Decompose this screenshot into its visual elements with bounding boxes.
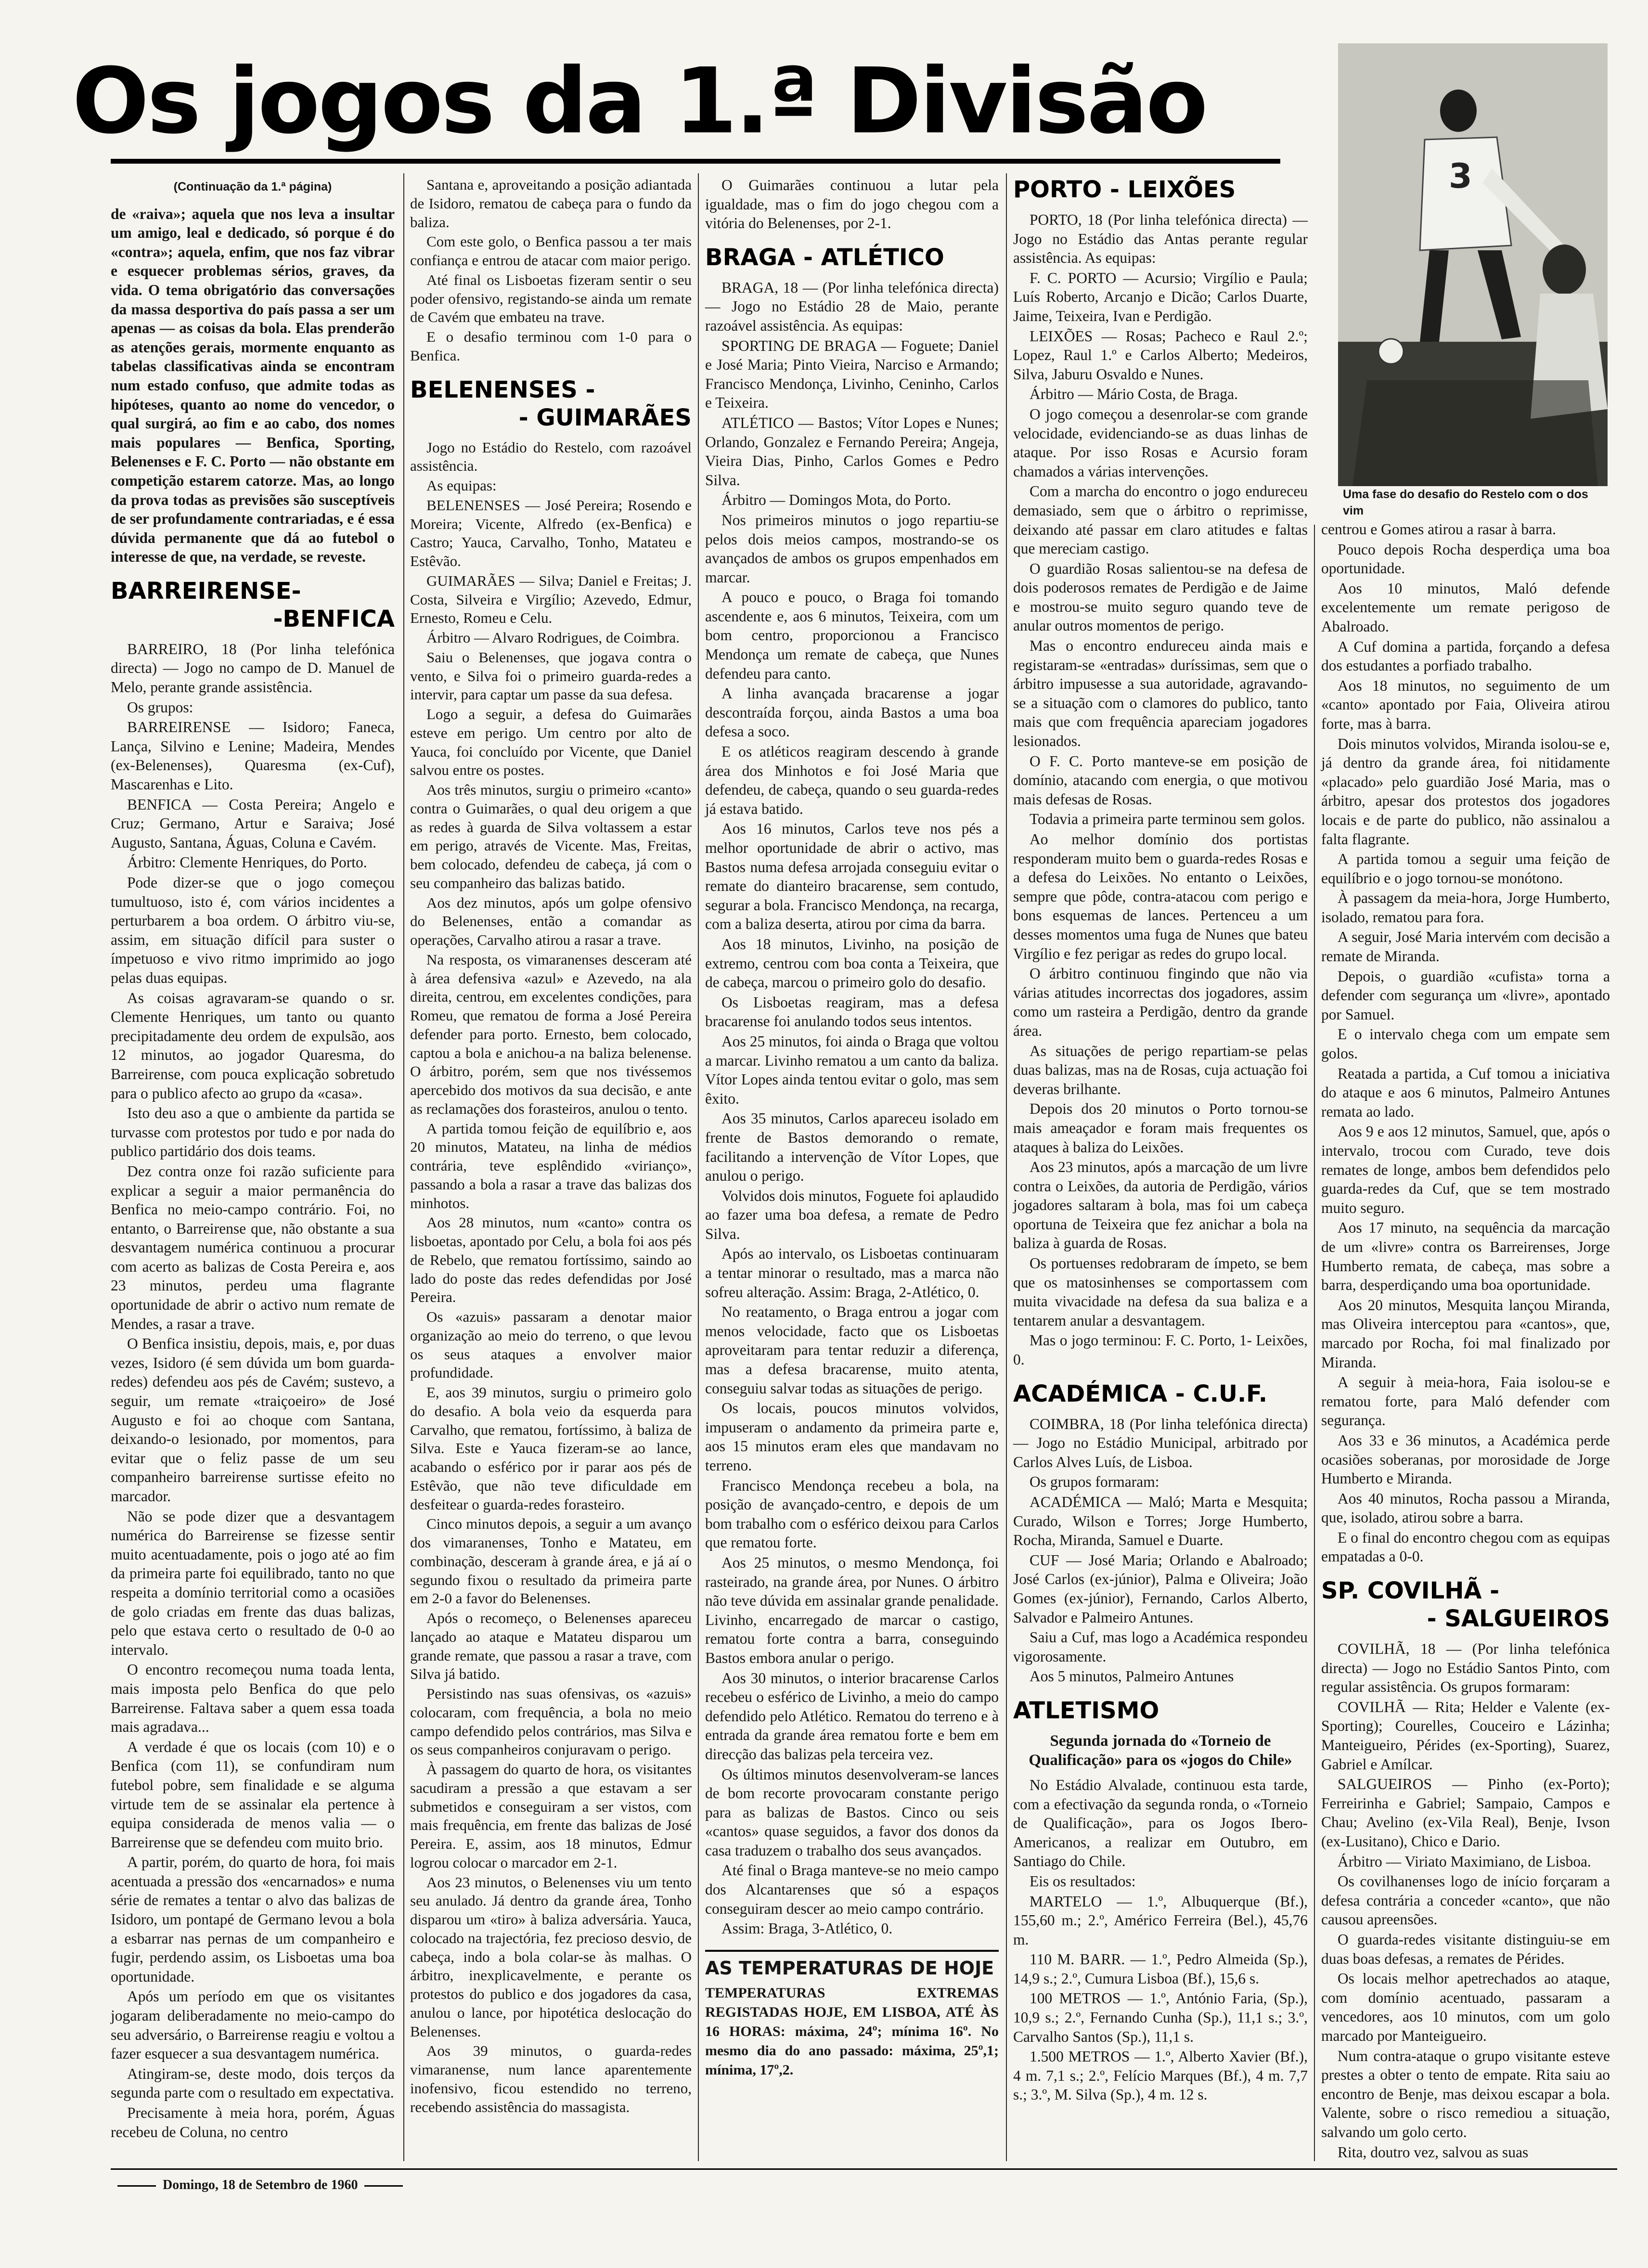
- svg-text:3: 3: [1449, 156, 1472, 196]
- headline-line: BELENENSES -: [410, 376, 595, 403]
- paragraph: E o intervalo chega com um empate sem golos.: [1321, 1026, 1610, 1062]
- column-3: [705, 176, 999, 2080]
- paragraph: O F. C. Porto manteve-se em posição de domínio, atacando com energia, o que motivou mais defesas de Rosas.: [1013, 752, 1308, 808]
- paragraph: Os grupos formaram:: [1030, 1473, 1159, 1491]
- paragraph: A seguir, José Maria intervém com decisão a remate de Miranda.: [1321, 928, 1610, 965]
- paragraph: Todavia a primeira parte terminou sem golos.: [1030, 811, 1305, 828]
- paragraph: Os «azuis» passaram a denotar maior organização ao meio do terreno, o que levou os seus ataques a envolver maior profundidade.: [410, 1308, 692, 1381]
- paragraph: Árbitro: Clemente Henriques, do Porto.: [127, 854, 367, 871]
- paragraph: Mas o encontro endureceu ainda mais e registaram-se «entradas» duríssimas, sem que o árbitro impusesse a sua autoridade, agravando-se a situação com o clamores do publico, tanto mais que com frequência apareciam jogadores lesionados.: [1013, 637, 1308, 750]
- paragraph: A verdade é que os locais (com 10) e o Benfica (com 11), se confundiram num futebol pobre, sem finalidade e se alguma virtude tem de se assinalar ela pertence à equipa considerada de menos valia — o Barreirense que se defendeu com muito brio.: [111, 1738, 395, 1851]
- footer-date: Domingo, 18 de Setembro de 1960: [163, 2178, 358, 2192]
- paragraph: A partida tomou a seguir uma feição de equilíbrio e o jogo tornou-se monótono.: [1321, 850, 1610, 887]
- headline-braga-atletico: BRAGA - ATLÉTICO: [705, 244, 944, 271]
- paragraph: Aos 18 minutos, Livinho, na posição de extremo, centrou com boa conta a Teixeira, que de cabeça, marcou o primeiro golo do desafio.: [705, 935, 999, 991]
- paragraph: BELENENSES — José Pereira; Rosendo e Moreira; Vicente, Alfredo (ex-Benfica) e Castro; Yauca, Carvalho, Tonho, Matateu e Estêvão.: [410, 496, 692, 569]
- photo-caption: Uma fase do desafio do Restelo com o dos vim: [1343, 488, 1588, 517]
- footer-rule: [111, 2168, 1617, 2170]
- paragraph: COVILHÃ — Rita; Helder e Valente (ex-Sporting); Courelles, Couceiro e Lázinha; Manteigueiro, Pérides (ex-Sporting), Suarez, Gabriel e Amílcar.: [1321, 1698, 1610, 1773]
- paragraph: A partida tomou feição de equilíbrio e, aos 20 minutos, Matateu, na linha de médios contrária, teve esplêndido «virianço», passando a bola a rasar a trave das balizas dos minhotos.: [410, 1120, 692, 1211]
- headline-line: -BENFICA: [273, 605, 395, 632]
- paragraph: O guarda-redes visitante distinguiu-se em duas boas defesas, a remates de Pérides.: [1321, 1931, 1610, 1967]
- paragraph: Árbitro — Alvaro Rodrigues, de Coimbra.: [426, 629, 680, 646]
- paragraph: Árbitro — Viriato Maximiano, de Lisboa.: [1338, 1853, 1591, 1870]
- football-players-image: [1338, 43, 1608, 486]
- paragraph: GUIMARÃES — Silva; Daniel e Freitas; J. Costa, Silveira e Virgílio; Azevedo, Edmur, Ernesto, Romeu e Celu.: [410, 572, 692, 627]
- paragraph: Rita, doutro vez, salvou as suas: [1338, 2143, 1529, 2161]
- paragraph: O jogo começou a desenrolar-se com grande velocidade, evidenciando-se as duas linhas de ataque. Por isso Rosas e Acursio foram chamados a várias intervenções.: [1013, 405, 1308, 480]
- paragraph: Aos 16 minutos, Carlos teve nos pés a melhor oportunidade de abrir o activo, mas Bastos numa defesa arrojada conseguiu evitar o remate do dianteiro bracarense, sem contudo, segurar a bola. Francisco Mendonça, na recarga, com a baliza deserta, atirou por cima da barra.: [705, 820, 999, 933]
- paragraph: centrou e Gomes atirou a rasar à barra.: [1321, 521, 1557, 538]
- column-divider: [1006, 173, 1007, 2161]
- paragraph: Pouco depois Rocha desperdiça uma boa oportunidade.: [1321, 541, 1610, 577]
- paragraph: Os últimos minutos desenvolveram-se lances de bom recorte provocaram constante perigo para as balizas de Bastos. Cinco ou seis «cantos» quase seguidos, a favor dos donos da casa traduzem o trabalho dos seus avançados.: [705, 1765, 999, 1859]
- paragraph: Aos 33 e 36 minutos, a Académica perde ocasiões soberanas, por morosidade de Jorge Humberto e Miranda.: [1321, 1431, 1610, 1487]
- paragraph: Aos 23 minutos, após a marcação de um livre contra o Leixões, da autoria de Perdigão, vários jogadores saltaram à bola, mas foi um cabeça oportuna de Teixeira que fez anichar a bola na baliza à guarda de Rosas.: [1013, 1159, 1308, 1252]
- column-divider: [403, 173, 404, 2161]
- paragraph: BARREIRENSE — Isidoro; Faneca, Lança, Silvino e Lenine; Madeira, Mendes (ex-Belenenses), Quaresma (ex-Cuf), Mascarenhas e Lito.: [111, 719, 395, 793]
- paragraph: Aos 5 minutos, Palmeiro Antunes: [1030, 1668, 1234, 1685]
- page-footer: [111, 2176, 462, 2195]
- paragraph: As situações de perigo repartiam-se pelas duas balizas, mas na de Rosas, cuja actuação foi deveras brilhante.: [1013, 1042, 1308, 1097]
- column-4: [1013, 176, 1308, 2105]
- paragraph: Atingiram-se, deste modo, dois terços da segunda parte com o resultado em expectativa.: [111, 2065, 395, 2101]
- paragraph: Árbitro — Domingos Mota, do Porto.: [721, 491, 951, 509]
- paragraph: A Cuf domina a partida, forçando a defesa dos estudantes a porfiado trabalho.: [1321, 638, 1610, 674]
- paragraph: No Estádio Alvalade, continuou esta tarde, com a efectivação da segunda ronda, o «Torneio de Qualificação», para os Jogos Ibero-Americanos, a realizar em Outubro, em Santiago do Chile.: [1013, 1776, 1308, 1870]
- paragraph: Os locais melhor apetrechados ao ataque, com domínio acentuado, passaram a vencedores, aos 10 minutos, com um golo marcado por Manteigueiro.: [1321, 1970, 1610, 2044]
- paragraph: Mas o jogo terminou: F. C. Porto, 1- Leixões, 0.: [1013, 1332, 1308, 1368]
- column-divider: [698, 173, 699, 2161]
- paragraph: ATLÉTICO — Bastos; Vítor Lopes e Nunes; Orlando, Gonzalez e Fernando Pereira; Angeja, Vieira Dias, Pinho, Carlos Gomes e Pedro Silva.: [705, 414, 999, 489]
- paragraph: Os locais, poucos minutos volvidos, impuseram o andamento da primeira parte e, aos 15 minutos eram eles que mandavam no terreno.: [705, 1400, 999, 1474]
- paragraph: O encontro recomeçou numa toada lenta, mais imposta pelo Benfica do que pelo Barreirense. Faltava saber a quem essa toada mais agradava...: [111, 1661, 395, 1736]
- title-rule: [111, 159, 1280, 164]
- paragraph: Não se pode dizer que a desvantagem numérica do Barreirense se fizesse sentir muito acentuadamente, pois o jogo até ao fim da primeira parte foi equilibrado, tanto no que respeita a domínio territorial como a ocasiões de golo criadas em frente das duas balizas, pelo que estava certo o resultado de 0-0 ao intervalo.: [111, 1508, 395, 1658]
- paragraph: F. C. PORTO — Acursio; Virgílio e Paula; Luís Roberto, Arcanjo e Dicão; Carlos Duarte, Jaime, Teixeira, Ivan e Perdigão.: [1013, 269, 1308, 324]
- paragraph: Aos dez minutos, após um golpe ofensivo do Belenenses, então a comandar as operações, Carvalho atirou a rasar a trave.: [410, 894, 692, 948]
- paragraph: O Benfica insistiu, depois, mais, e, por duas vezes, Isidoro (é sem dúvida um bom guarda-redes) defendeu aos pés de Cavém; sustevo, a seguir, um remate «traiçoeiro» de José Augusto e foi ao choque com Santana, deixando-o lesionado, por momentos, para evitar que o feliz passe de um seu companheiro barreirense surtisse efeito no marcador.: [111, 1335, 395, 1505]
- paragraph: Ao melhor domínio dos portistas responderam muito bem o guarda-redes Rosas e a defesa do Leixões. No entanto o Leixões, sempre que pôde, contra-atacou com perigo e bons esquemas de lances. Pertenceu a um desses momentos uma fuga de Nunes que bateu Virgílio e fez perigar as redes do grupo local.: [1013, 831, 1308, 962]
- continuation-note: (Continuação da 1.ª página): [173, 180, 332, 193]
- paragraph: Precisamente à meia hora, porém, Águas recebeu de Coluna, no centro: [111, 2104, 395, 2140]
- headline-line: - SALGUEIROS: [1427, 1605, 1610, 1633]
- paragraph: Aos 23 minutos, o Belenenses viu um tento seu anulado. Já dentro da grande área, Tonho disparou um «tiro» à baliza adversária. Yauca, colocado na trajectória, fez precioso desvio, de cabeça, indo a bola colar-se às malhas. O árbitro, inexplicavelmente, e perante os protestos do publico e dos jogadores da casa, anulou o lance, por hipotética deslocação do Belenenses.: [410, 1873, 692, 2040]
- headline-line: SP. COVILHÃ -: [1321, 1577, 1500, 1605]
- paragraph: Aos 20 minutos, Mesquita lançou Miranda, mas Oliveira interceptou para «cantos», que, marcado por Rocha, foi mal finalizado por Miranda.: [1321, 1296, 1610, 1371]
- paragraph: SPORTING DE BRAGA — Foguete; Daniel e José Maria; Pinto Vieira, Narciso e Armando; Francisco Mendonça, Livinho, Ceninho, Carlos e Teixeira.: [705, 337, 999, 412]
- paragraph: A linha avançada bracarense a jogar descontraída forçou, ainda Bastos a uma boa defesa a soco.: [705, 685, 999, 740]
- paragraph: A partir, porém, do quarto de hora, foi mais acentuada a pressão dos «encarnados» e numa série de remates a tentar o alvo das balizas de Isidoro, um pontapé de Germano levou a bola a esbarrar nas pernas de um companheiro e fugir, perdendo assim, os Lisboetas uma boa oportunidade.: [111, 1854, 395, 1985]
- paragraph: BARREIRO, 18 (Por linha telefónica directa) — Jogo no campo de D. Manuel de Melo, perante grande assistência.: [111, 640, 395, 696]
- paragraph: Saiu o Belenenses, que jogava contra o vento, e Silva foi o primeiro guarda-redes a intervir, para captar um passe da sua defesa.: [410, 648, 692, 703]
- paragraph: Os Lisboetas reagiram, mas a defesa bracarense foi anulando todos seus intentos.: [705, 993, 999, 1030]
- paragraph: Após um período em que os visitantes jogaram deliberadamente no meio-campo do seu adversário, o Barreirense reagiu e voltou a fazer esquecer a sua desvantagem numérica.: [111, 1988, 395, 2062]
- paragraph: À passagem do quarto de hora, os visitantes sacudiram a pressão a que estavam a ser submetidos e conseguiram a ser vistos, com mais frequência, em frente das balizas de José Pereira. E, assim, aos 18 minutos, Edmur logrou colocar o marcador em 2-1.: [410, 1761, 692, 1871]
- temperatures-heading: AS TEMPERATURAS DE HOJE: [705, 1950, 999, 1980]
- column-2: [410, 176, 692, 2117]
- paragraph: Logo a seguir, a defesa do Guimarães esteve em perigo. Um centro por alto de Yauca, foi concluído por Vicente, que Daniel salvou entre os postes.: [410, 706, 692, 779]
- headline-belenenses-guimaraes: [410, 376, 692, 432]
- paragraph: As equipas:: [426, 477, 497, 494]
- paragraph: Com este golo, o Benfica passou a ter mais confiança e entrou de atacar com maior perigo.: [410, 233, 692, 269]
- paragraph: ACADÉMICA — Maló; Marta e Mesquita; Curado, Wilson e Torres; Jorge Humberto, Rocha, Miranda, Samuel e Duarte.: [1013, 1494, 1308, 1549]
- paragraph: Aos 10 minutos, Maló defende excelentemente um remate perigoso de Abalroado.: [1321, 580, 1610, 635]
- paragraph: Saiu a Cuf, mas logo a Académica respondeu vigorosamente.: [1013, 1629, 1308, 1665]
- paragraph: Aos 40 minutos, Rocha passou a Miranda, que, isolado, atirou sobre a barra.: [1321, 1490, 1610, 1526]
- paragraph: À passagem da meia-hora, Jorge Humberto, isolado, rematou para fora.: [1321, 889, 1610, 926]
- paragraph: 110 M. BARR. — 1.º, Pedro Almeida (Sp.), 14,9 s.; 2.º, Cumura Lisboa (Bf.), 15,6 s.: [1013, 1951, 1308, 1987]
- paragraph: Assim: Braga, 3-Atlético, 0.: [721, 1920, 893, 1937]
- paragraph: Aos 25 minutos, o mesmo Mendonça, foi rasteirado, na grande área, por Nunes. O árbitro não teve dúvida em assinalar grande penalidade. Livinho, encarregado de marcar o castigo, rematou forte contra a barra, conseguindo Bastos embora anular o perigo.: [705, 1554, 999, 1666]
- paragraph: Nos primeiros minutos o jogo repartiu-se pelos dois meios campos, mostrando-se os avançados de ambos os grupos empenhados em marcar.: [705, 511, 999, 586]
- paragraph: Após ao intervalo, os Lisboetas continuaram a tentar minorar o resultado, mas a marca não sofreu alteração. Assim: Braga, 2-Atlético, 0.: [705, 1245, 999, 1301]
- column-1: [111, 176, 395, 2142]
- paragraph: Aos 39 minutos, o guarda-redes vimaranense, num lance aparentemente inofensivo, ficou estendido no terreno, recebendo assistência do massagista.: [410, 2042, 692, 2115]
- paragraph: E, aos 39 minutos, surgiu o primeiro golo do desafio. A bola veio da esquerda para Carvalho, que rematou, fortíssimo, à baliza de Silva. Este e Yauca fizeram-se ao lance, acabando o esférico por ir parar aos pés de Estêvão, que não teve dificuldade em desfeitear o guarda-redes forasteiro.: [410, 1384, 692, 1513]
- paragraph: Persistindo nas suas ofensivas, os «azuis» colocaram, com frequência, a bola no meio campo defendido pelos contrários, mas Silva e os seus companheiros conjuravam o perigo.: [410, 1685, 692, 1758]
- paragraph: Na resposta, os vimaranenses desceram até à área defensiva «azul» e Azevedo, na ala direita, centrou, em excelentes condições, para Romeu, que rematou de forma a José Pereira defender para porto. Ernesto, bem colocado, captou a bola e anichou-a na baliza belenense. O árbitro, porém, sem que nos tivéssemos apercebido dos motivos da sua decisão, e ante as reclamações dos forasteiros, anulou o tento.: [410, 951, 692, 1117]
- paragraph: Volvidos dois minutos, Foguete foi aplaudido ao fazer uma boa defesa, a remate de Pedro Silva.: [705, 1187, 999, 1242]
- paragraph: SALGUEIROS — Pinho (ex-Porto); Ferreirinha e Gabriel; Sampaio, Campos e Chau; Avelino (ex-Vila Real), Benje, Ivson (ex-Lusitano), Chico e Dario.: [1321, 1776, 1610, 1850]
- headline-barreirense-benfica: [111, 577, 395, 633]
- paragraph: Santana e, aproveitando a posição adiantada de Isidoro, rematou de cabeça para o fundo da baliza.: [410, 176, 692, 231]
- paragraph: Francisco Mendonça recebeu a bola, na posição de avançado-centro, e depois de um bom trabalho com o esférico deixou para Carlos que rematou forte.: [705, 1477, 999, 1551]
- paragraph: 100 METROS — 1.º, António Faria, (Sp.), 10,9 s.; 2.º, Fernando Cunha (Sp.), 11,1 s.; 3.º, Carvalho Santos (Sp.), 11,1 s.: [1013, 1990, 1308, 2045]
- paragraph: COIMBRA, 18 (Por linha telefónica directa) — Jogo no Estádio Municipal, arbitrado por Carlos Alves Luís, de Lisboa.: [1013, 1415, 1308, 1470]
- paragraph: Num contra-ataque o grupo visitante esteve prestes a obter o tento de empate. Rita saiu ao encontro de Benje, mas deixou escapar a bola. Valente, sobre o risco remediou a situação, salvando um golo certo.: [1321, 2047, 1610, 2140]
- paragraph: Os covilhanenses logo de início forçaram a defesa contrária a conceder «canto», que não causou apreensões.: [1321, 1873, 1610, 1928]
- paragraph: Aos 18 minutos, no seguimento de um «canto» apontado por Faia, Oliveira atirou forte, mas à barra.: [1321, 677, 1610, 732]
- paragraph: Isto deu aso a que o ambiente da partida se turvasse com protestos por tudo e por nada do publico partidário dos dois teams.: [111, 1105, 395, 1160]
- headline-covilha-salgueiros: [1321, 1577, 1610, 1633]
- footer-dash: [364, 2185, 403, 2187]
- paragraph: CUF — José Maria; Orlando e Abalroado; José Carlos (ex-júnior), Palma e Oliveira; João Gomes (ex-júnior), Fernando, Carlos Alberto, Salvador e Palmeiro Antunes.: [1013, 1551, 1308, 1626]
- paragraph: Eis os resultados:: [1030, 1872, 1136, 1890]
- headline-atletismo: ATLETISMO: [1013, 1697, 1159, 1724]
- paragraph: Depois dos 20 minutos o Porto tornou-se mais ameaçador e foram mais frequentes os ataques à baliza do Leixões.: [1013, 1100, 1308, 1156]
- page-title: Os jogos da 1.ª Divisão: [72, 49, 1206, 154]
- paragraph: Dois minutos volvidos, Miranda isolou-se e, já dentro da grande área, foi nitidamente «placado» pelo guardião José Maria, mas o árbitro, apesar dos protestos dos jogadores locais e de parte do publico, não assinalou a falta flagrante.: [1321, 735, 1610, 848]
- paragraph: Reatada a partida, a Cuf tomou a iniciativa do ataque e aos 6 minutos, Palmeiro Antunes remata ao lado.: [1321, 1065, 1610, 1120]
- paragraph: Pode dizer-se que o jogo começou tumultuoso, isto é, com vários incidentes a perturbarem a boa ordem. O árbitro viu-se, assim, em situação difícil para suster o ímpetuoso e vivo ritmo imprimido ao jogo pelas duas equipas.: [111, 874, 395, 986]
- paragraph: Cinco minutos depois, a seguir a um avanço dos vimaranenses, Tonho e Matateu, em combinação, desceram à grande área, e já aí o segundo fixou o resultado da primeira parte em 2-0 a favor do Belenenses.: [410, 1515, 692, 1607]
- paragraph: Os portuenses redobraram de ímpeto, se bem que os matosinhenses se comportassem com muita vivacidade na defesa da sua baliza e a tentarem anular a desvantagem.: [1013, 1255, 1308, 1329]
- paragraph: 1.500 METROS — 1.º, Alberto Xavier (Bf.), 4 m. 7,1 s.; 2.º, Felício Marques (Bf.), 4 m. 7,7 s.; 3.º, M. Silva (Sp.), 4 m. 12 s.: [1013, 2048, 1308, 2103]
- paragraph: A seguir à meia-hora, Faia isolou-se e rematou forte, para Maló defender com segurança.: [1321, 1374, 1610, 1429]
- paragraph: A pouco e pouco, o Braga foi tomando ascendente e, aos 6 minutos, Teixeira, com um bom centro, proporcionou a Francisco Mendonça um remate de cabeça, que Nunes defendeu para canto.: [705, 589, 999, 682]
- paragraph: BENFICA — Costa Pereira; Angelo e Cruz; Germano, Artur e Saraiva; José Augusto, Santana, Águas, Coluna e Cavém.: [111, 796, 395, 851]
- paragraph: LEIXÕES — Rosas; Pacheco e Raul 2.º; Lopez, Raul 1.º e Carlos Alberto; Medeiros, Silva, Jaburu Osvaldo e Nunes.: [1013, 327, 1308, 383]
- paragraph: Até final os Lisboetas fizeram sentir o seu poder ofensivo, registando-se ainda um remate de Cavém que embateu na trave.: [410, 271, 692, 326]
- headline-porto-leixoes: PORTO - LEIXÕES: [1013, 176, 1236, 203]
- paragraph: E o desafio terminou com 1-0 para o Benfica.: [410, 328, 692, 364]
- match-photo: [1338, 43, 1608, 486]
- headline-line: - GUIMARÃES: [518, 404, 692, 431]
- paragraph: As coisas agravaram-se quando o sr. Clemente Henriques, um tanto ou quanto precipitadamente deu ordem de expulsão, aos 12 minutos, ao jogador Quaresma, do Barreirense, com pouca explicação sobretudo para o publico afecto ao grupo da «casa».: [111, 989, 395, 1102]
- headline-line: BARREIRENSE-: [111, 577, 301, 605]
- paragraph: Aos 25 minutos, foi ainda o Braga que voltou a marcar. Livinho rematou a um canto da baliza. Vítor Lopes ainda tentou evitar o golo, mas sem êxito.: [705, 1032, 999, 1107]
- paragraph: E o final do encontro chegou com as equipas empatadas a 0-0.: [1321, 1529, 1610, 1565]
- atletismo-subheading: Segunda jornada do «Torneio de Qualificação» para os «jogos do Chile»: [1029, 1732, 1292, 1769]
- paragraph: BRAGA, 18 — (Por linha telefónica directa) — Jogo no Estádio 28 de Maio, perante razoável assistência. As equipas:: [705, 279, 999, 334]
- headline-academica-cuf: ACADÉMICA - C.U.F.: [1013, 1380, 1268, 1407]
- paragraph: Aos 35 minutos, Carlos apareceu isolado em frente de Bastos demorando o remate, facilitando a intervenção de Vítor Lopes, que anulou o perigo.: [705, 1110, 999, 1185]
- paragraph: Dez contra onze foi razão suficiente para explicar a seguir a maior permanência do Benfica no meio-campo contrário. Foi, no entanto, o Barreirense que, não obstante a sua desvantagem numérica continuou a procurar com acerto as balizas de Costa Pereira e, aos 23 minutos, perdeu uma flagrante oportunidade de abrir o activo num remate de Mendes, a rasar a trave.: [111, 1162, 395, 1332]
- paragraph: Depois, o guardião «cufista» torna a defender com segurança um «livre», apontado por Samuel.: [1321, 967, 1610, 1023]
- paragraph: MARTELO — 1.º, Albuquerque (Bf.), 155,60 m.; 2.º, Américo Ferreira (Bel.), 45,76 m.: [1013, 1893, 1308, 1948]
- footer-dash: [117, 2185, 156, 2187]
- paragraph: Os grupos:: [127, 698, 193, 716]
- paragraph: O Guimarães continuou a lutar pela igualdade, mas o fim do jogo chegou com a vitória do Belenenses, por 2-1.: [705, 177, 999, 232]
- column-5: [1321, 520, 1610, 2163]
- temperatures-text: TEMPERATURAS EXTREMAS REGISTADAS HOJE, EM LISBOA, ATÉ ÀS 16 HORAS: máxima, 24º; mínima 16º. No mesmo dia do ano passado: máxima, 25º,1; mínima, 17º,2.: [705, 1984, 999, 2078]
- paragraph: Aos 9 e aos 12 minutos, Samuel, que, após o intervalo, trocou com Curado, teve dois remates de longe, ambos bem defendidos pelo guarda-redes da Cuf, que se tem mostrado muito seguro.: [1321, 1123, 1610, 1216]
- paragraph: Jogo no Estádio do Restelo, com razoável assistência.: [410, 438, 692, 475]
- column-divider: [1314, 525, 1315, 2161]
- paragraph: Após o recomeço, o Belenenses apareceu lançado ao ataque e Matateu disparou um grande remate, que passou a rasar a trave, com Silva já batido.: [410, 1610, 692, 1683]
- paragraph: O guardião Rosas salientou-se na defesa de dois poderosos remates de Perdigão e de Jaime e mostrou-se muito seguro quando teve de anular outros momentos de perigo.: [1013, 560, 1308, 634]
- paragraph: O árbitro continuou fingindo que não via várias atitudes incorrectas dos jogadores, assim como um rasteira a Perdigão, dentro da grande área.: [1013, 965, 1308, 1039]
- paragraph: Aos 30 minutos, o interior bracarense Carlos recebeu o esférico de Livinho, a meio do campo defendido pelo Atlético. Rematou do terreno e à entrada da grande área rematou forte e bem em direcção das balizas pela terceira vez.: [705, 1669, 999, 1763]
- paragraph: Aos três minutos, surgiu o primeiro «canto» contra o Guimarães, o qual deu origem a que as redes à guarda de Silva voltassem a estar em perigo, através de Vicente. Mas, Freitas, bem colocado, defendeu de cabeça, já com o seu companheiro das balizas batido.: [410, 781, 692, 891]
- intro-paragraph: de «raiva»; aquela que nos leva a insultar um amigo, leal e dedicado, só porque é do «contra»; aquela, enfim, que nos faz vibrar e esquecer problemas sérios, graves, da vida. O tema obrigatório das conversações da massa desportiva do país passa a ser um apenas — as coisas da bola. Elas prenderão as atenções gerais, mormente enquanto as tabelas classificativas ainda se encontram num estado confuso, que admite todas as hipóteses, quanto ao nome do vencedor, o qual surgirá, ao fim e ao cabo, dos nomes mais populares — Benfica, Sporting, Belenenses e F. C. Porto — não obstante em competição estarem catorze. Mas, ao longo da prova todas as previsões são susceptíveis de ser profundamente contrariadas, e é essa dúvida permanente que dá ao futebol o interesse de que, na verdade, se reveste.: [111, 205, 395, 566]
- paragraph: PORTO, 18 (Por linha telefónica directa) — Jogo no Estádio das Antas perante regular assistência. As equipas:: [1013, 211, 1308, 267]
- paragraph: Com a marcha do encontro o jogo endureceu demasiado, sem que o árbitro o reprimisse, deixando até passar em claro atitudes e faltas que mereciam castigo.: [1013, 483, 1308, 557]
- paragraph: Aos 17 minuto, na sequência da marcação de um «livre» contra os Barreirenses, Jorge Humberto remata, de cabeça, mas sobre a barra, desperdiçando uma boa oportunidade.: [1321, 1219, 1610, 1294]
- paragraph: No reatamento, o Braga entrou a jogar com menos velocidade, facto que os Lisboetas aproveitaram para tentar reduzir a diferença, mas a defesa bracarense, muito atenta, conseguiu salvar todas as situações de perigo.: [705, 1303, 999, 1397]
- paragraph: COVILHÃ, 18 — (Por linha telefónica directa) — Jogo no Estádio Santos Pinto, com regular assistência. Os grupos formaram:: [1321, 1640, 1610, 1696]
- paragraph: E os atléticos reagiram descendo à grande área dos Minhotos e foi José Maria que defendeu, de cabeça, quando o seu guarda-redes já estava batido.: [705, 743, 999, 817]
- paragraph: Aos 28 minutos, num «canto» contra os lisboetas, apontado por Celu, a bola foi aos pés de Rebelo, que rematou fortíssimo, saindo ao lado do poste das redes defendidas por José Pereira.: [410, 1214, 692, 1306]
- paragraph: Até final o Braga manteve-se no meio campo dos Alcantarenses que só a espaços conseguiram descer ao meio campo contrário.: [705, 1862, 999, 1917]
- paragraph: Árbitro — Mário Costa, de Braga.: [1030, 386, 1238, 403]
